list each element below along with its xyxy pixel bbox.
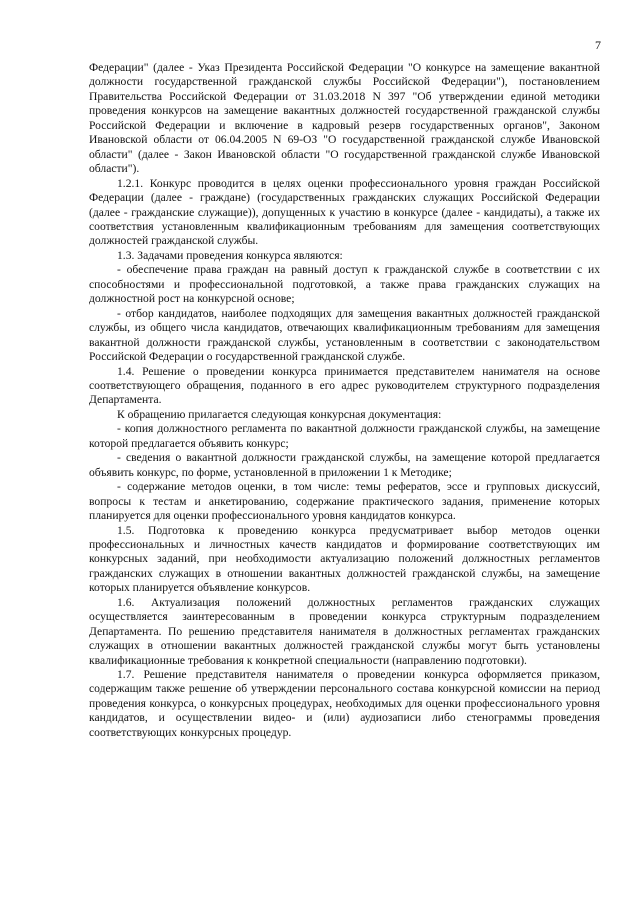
list-item-equal-access: - обеспечение права граждан на равный доступ к гражданской службе в соответствии с их способностями и профессиональной подготовкой, а также права гражданских служащих на должностной рост на конкурсной основе;	[89, 263, 600, 306]
paragraph-1-7: 1.7. Решение представителя нанимателя о проведении конкурса оформляется приказом, содержащим также решение об утверждении персонального состава конкурсной комиссии на период проведения конкурса, о конкурсных процедурах, необходимых для оценки профессионального уровня кандидатов, и осуществлении видео- и (или) аудиозаписи либо стенограммы проведения соответствующих конкурсных процедур.	[89, 668, 600, 739]
list-item-regulation-copy: - копия должностного регламента по вакантной должности гражданской службы, на замещение которой предлагается объявить конкурс;	[89, 422, 600, 450]
paragraph-documentation-intro: К обращению прилагается следующая конкурсная документация:	[117, 407, 442, 421]
paragraph-1-3: 1.3. Задачами проведения конкурса являются:	[117, 248, 343, 262]
document-body	[89, 61, 600, 740]
paragraph-1-2-1: 1.2.1. Конкурс проводится в целях оценки профессионального уровня граждан Российской Федерации (далее - граждане) (государственных гражданских служащих Российской Федерации (далее - гражданские служащие)), допущенных к участию в конкурсе (далее - кандидаты), а также их соответствия установленным квалификационным требованиям для замещения соответствующих должностей гражданской службы.	[89, 176, 600, 248]
list-item-vacancy-info: - сведения о вакантной должности гражданской службы, на замещение которой предлагается объявить конкурс, по форме, установленной в приложении 1 к Методике;	[89, 451, 600, 479]
paragraph-1-4: 1.4. Решение о проведении конкурса принимается представителем нанимателя на основе соответствующего обращения, поданного в его адрес руководителем структурного подразделения Департамента.	[89, 364, 600, 407]
page-number: 7	[595, 38, 601, 52]
paragraph-1-6: 1.6. Актуализация положений должностных регламентов гражданских служащих осуществляется заинтересованным в проведении конкурса структурным подразделением Департамента. По решению представителя нанимателя в должностных регламентах гражданских служащих в отношении вакантных должностей гражданской службы могут быть установлены квалификационные требования к конкретной специальности (направлению подготовки).	[89, 595, 600, 667]
list-item-candidate-selection: - отбор кандидатов, наиболее подходящих для замещения вакантных должностей гражданской службы, из общего числа кандидатов, отвечающих квалификационным требованиям для замещения вакантной должности гражданской службы, установленным в соответствии с законодательством Российской Федерации о государственной гражданской службе.	[89, 306, 600, 364]
list-item-assessment-methods: - содержание методов оценки, в том числе: темы рефератов, эссе и групповых дискуссий, вопросы к тестам и анкетированию, содержание практического задания, применение которых планируется для оценки профессионального уровня кандидатов конкурса.	[89, 480, 600, 523]
paragraph-continuation: Федерации" (далее - Указ Президента Российской Федерации "О конкурсе на замещение вакантной должности государственной гражданской службы Российской Федерации"), постановлением Правительства Российской Федерации от 31.03.2018 N 397 "Об утверждении единой методики проведения конкурсов на замещение вакантных должностей государственной гражданской службы Российской Федерации и включение в кадровый резерв государственных органов", Законом Ивановской области от 06.04.2005 N 69-ОЗ "О государственной гражданской службе Ивановской области" (далее - Закон Ивановской области "О государственной гражданской службе Ивановской области").	[89, 61, 600, 176]
paragraph-1-5: 1.5. Подготовка к проведению конкурса предусматривает выбор методов оценки профессиональных и личностных качеств кандидатов и формирование соответствующих им конкурсных заданий, при необходимости актуализацию положений должностных регламентов гражданских служащих в отношении вакантных должностей гражданской службы, на замещение которых планируется объявление конкурсов.	[89, 523, 600, 595]
